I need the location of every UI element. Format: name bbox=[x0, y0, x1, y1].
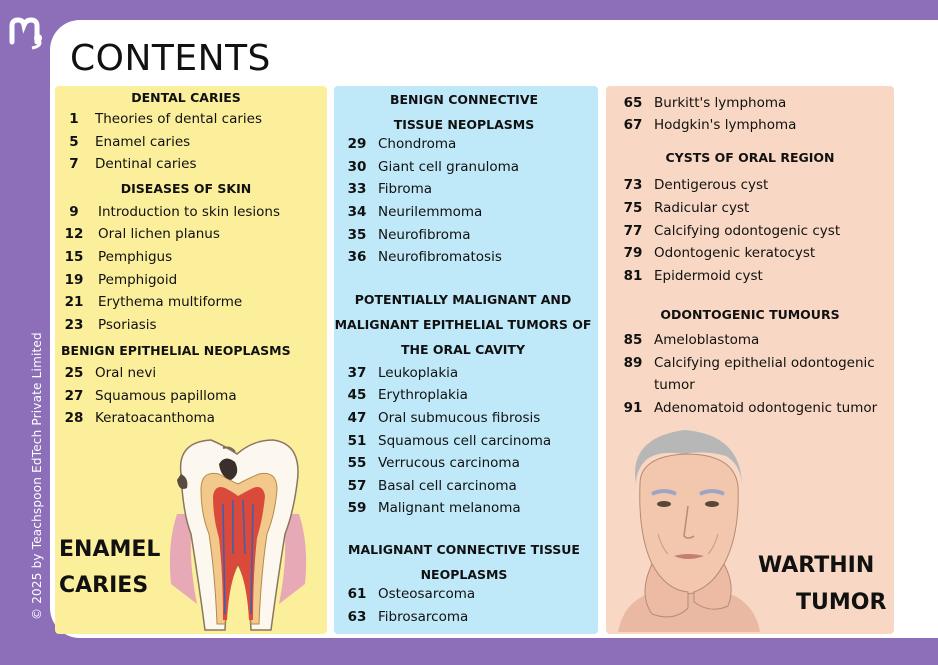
toc-entry[interactable] bbox=[342, 410, 540, 426]
warthin-tumor-face-illustration bbox=[614, 424, 764, 632]
page-number: 67 bbox=[623, 117, 643, 133]
toc-entry[interactable] bbox=[342, 136, 456, 152]
entry-title: Chondroma bbox=[378, 136, 457, 152]
entry-title: Squamous cell carcinoma bbox=[378, 433, 552, 449]
toc-entry[interactable] bbox=[59, 134, 190, 150]
toc-entry[interactable] bbox=[342, 365, 458, 381]
toc-entry[interactable] bbox=[59, 317, 157, 333]
entry-title: Squamous papilloma bbox=[95, 388, 237, 404]
entry-title: Adenomatoid odontogenic tumor bbox=[654, 400, 878, 416]
page-number: 65 bbox=[623, 95, 643, 111]
page-number: 47 bbox=[347, 410, 367, 426]
entry-title: Ameloblastoma bbox=[654, 332, 760, 348]
page-title: CONTENTS bbox=[70, 38, 271, 79]
section-heading-dental-caries: DENTAL CARIES bbox=[131, 90, 241, 105]
page-number: 81 bbox=[623, 268, 643, 284]
entry-title: Dentigerous cyst bbox=[654, 177, 769, 193]
page-number: 59 bbox=[347, 500, 367, 516]
toc-entry[interactable] bbox=[342, 609, 468, 625]
toc-entry[interactable] bbox=[342, 204, 482, 220]
entry-title: Keratoacanthoma bbox=[95, 410, 215, 426]
entry-title: Fibrosarcoma bbox=[378, 609, 469, 625]
section-heading-diseases-of-skin: DISEASES OF SKIN bbox=[120, 181, 252, 196]
toc-entry[interactable] bbox=[59, 249, 172, 265]
column-3 bbox=[606, 86, 894, 634]
page-number: 25 bbox=[64, 365, 84, 381]
toc-entry[interactable] bbox=[618, 200, 749, 216]
entry-title: Leukoplakia bbox=[378, 365, 459, 381]
entry-title: Theories of dental caries bbox=[95, 111, 262, 127]
toc-entry[interactable] bbox=[59, 204, 280, 220]
entry-title: Oral lichen planus bbox=[98, 226, 220, 242]
page-number: 29 bbox=[347, 136, 367, 152]
entry-title: Neurofibromatosis bbox=[378, 249, 502, 265]
page-number: 30 bbox=[347, 159, 367, 175]
toc-entry[interactable] bbox=[618, 95, 786, 111]
toc-entry[interactable] bbox=[618, 268, 763, 284]
entry-title: Epidermoid cyst bbox=[654, 268, 763, 284]
page-number: 89 bbox=[623, 355, 643, 371]
toc-entry[interactable] bbox=[59, 226, 220, 242]
page-number: 21 bbox=[64, 294, 84, 310]
page-number: 28 bbox=[64, 410, 84, 426]
column-2 bbox=[334, 86, 598, 634]
entry-title: Neurofibroma bbox=[378, 227, 471, 243]
toc-entry[interactable] bbox=[59, 365, 156, 381]
section-heading-potentially-malignant: POTENTIALLY MALIGNANT AND bbox=[354, 292, 572, 307]
toc-entry[interactable] bbox=[342, 586, 475, 602]
toc-entry[interactable] bbox=[342, 478, 517, 494]
entry-title: Oral nevi bbox=[95, 365, 157, 381]
page-number: 75 bbox=[623, 200, 643, 216]
toc-entry[interactable] bbox=[342, 500, 521, 516]
toc-entry[interactable] bbox=[342, 181, 432, 197]
page-number: 79 bbox=[623, 245, 643, 261]
page-number: 91 bbox=[623, 400, 643, 416]
toc-entry[interactable] bbox=[618, 177, 768, 193]
column-1 bbox=[55, 86, 327, 634]
page-number: 57 bbox=[347, 478, 367, 494]
page-number: 7 bbox=[69, 156, 79, 172]
entry-title: Pemphigus bbox=[98, 249, 173, 265]
page-number: 61 bbox=[347, 586, 367, 602]
toc-entry[interactable] bbox=[59, 111, 262, 127]
page-number: 23 bbox=[64, 317, 84, 333]
entry-title: Calcifying odontogenic cyst bbox=[654, 223, 841, 239]
toc-entry[interactable] bbox=[618, 400, 877, 416]
page-number: 35 bbox=[347, 227, 367, 243]
page-number: 19 bbox=[64, 272, 84, 288]
page-number: 77 bbox=[623, 223, 643, 239]
page-number: 1 bbox=[69, 111, 79, 127]
toc-entry[interactable] bbox=[59, 294, 242, 310]
toc-entry[interactable] bbox=[618, 223, 840, 239]
page-number: 36 bbox=[347, 249, 367, 265]
tooth-caries-illustration bbox=[163, 434, 313, 632]
toc-entry[interactable] bbox=[342, 159, 519, 175]
section-heading-cysts: CYSTS OF ORAL REGION bbox=[665, 150, 835, 165]
page-number: 55 bbox=[347, 455, 367, 471]
copyright-text: © 2025 by Teachspoon EdTech Private Limited bbox=[30, 332, 44, 620]
entry-title: Basal cell carcinoma bbox=[378, 478, 517, 494]
entry-title: Verrucous carcinoma bbox=[378, 455, 520, 471]
section-heading-potentially-malignant-3: THE ORAL CAVITY bbox=[400, 342, 526, 357]
toc-entry[interactable] bbox=[618, 117, 796, 133]
toc-entry[interactable] bbox=[59, 388, 237, 404]
warthin-tumor-label-line1: WARTHIN bbox=[758, 553, 875, 578]
entry-title: Calcifying epithelial odontogenic bbox=[654, 355, 875, 371]
toc-entry[interactable] bbox=[342, 455, 520, 471]
entry-title: Neurilemmoma bbox=[378, 204, 483, 220]
enamel-caries-label-line2: CARIES bbox=[59, 573, 149, 598]
toc-entry[interactable] bbox=[59, 272, 177, 288]
logo bbox=[8, 12, 46, 50]
toc-entry[interactable] bbox=[342, 227, 470, 243]
toc-entry[interactable] bbox=[342, 387, 468, 403]
entry-title: Erythroplakia bbox=[378, 387, 468, 403]
section-heading-benign-connective-2: TISSUE NEOPLASMS bbox=[393, 117, 535, 132]
page-number: 37 bbox=[347, 365, 367, 381]
entry-title: Fibroma bbox=[378, 181, 433, 197]
toc-entry[interactable] bbox=[59, 156, 197, 172]
entry-title: Erythema multiforme bbox=[98, 294, 243, 310]
page-number: 85 bbox=[623, 332, 643, 348]
entry-title-continuation: tumor bbox=[654, 377, 695, 393]
page-number: 5 bbox=[69, 134, 79, 150]
section-heading-potentially-malignant-2: MALIGNANT EPITHELIAL TUMORS OF bbox=[334, 317, 592, 332]
page-number: 27 bbox=[64, 388, 84, 404]
entry-title: Psoriasis bbox=[98, 317, 157, 333]
entry-title: Pemphigoid bbox=[98, 272, 178, 288]
page-number: 51 bbox=[347, 433, 367, 449]
entry-title: Giant cell granuloma bbox=[378, 159, 520, 175]
page-number: 63 bbox=[347, 609, 367, 625]
entry-title: Hodgkin's lymphoma bbox=[654, 117, 797, 133]
entry-title: Dentinal caries bbox=[95, 156, 197, 172]
page-number: 15 bbox=[64, 249, 84, 265]
entry-title: Malignant melanoma bbox=[378, 500, 521, 516]
page-number: 12 bbox=[64, 226, 84, 242]
toc-entry[interactable] bbox=[59, 410, 215, 426]
toc-entry[interactable] bbox=[342, 249, 502, 265]
page-number: 73 bbox=[623, 177, 643, 193]
page-number: 34 bbox=[347, 204, 367, 220]
entry-title: Introduction to skin lesions bbox=[98, 204, 281, 220]
section-heading-benign-connective: BENIGN CONNECTIVE bbox=[389, 92, 539, 107]
warthin-tumor-label-line2: TUMOR bbox=[796, 590, 887, 615]
entry-title: Radicular cyst bbox=[654, 200, 750, 216]
section-heading-benign-epithelial: BENIGN EPITHELIAL NEOPLASMS bbox=[61, 343, 291, 358]
toc-entry[interactable] bbox=[618, 355, 875, 371]
entry-title: Enamel caries bbox=[95, 134, 191, 150]
page-number: 33 bbox=[347, 181, 367, 197]
page-number: 9 bbox=[69, 204, 79, 220]
entry-title: Oral submucous fibrosis bbox=[378, 410, 541, 426]
section-heading-malignant-connective-2: NEOPLASMS bbox=[420, 567, 508, 582]
toc-entry[interactable] bbox=[618, 332, 759, 348]
section-heading-malignant-connective: MALIGNANT CONNECTIVE TISSUE bbox=[348, 542, 580, 557]
toc-entry[interactable] bbox=[618, 245, 815, 261]
section-heading-odontogenic-tumours: ODONTOGENIC TUMOURS bbox=[660, 307, 840, 322]
entry-title: Burkitt's lymphoma bbox=[654, 95, 787, 111]
page-number: 45 bbox=[347, 387, 367, 403]
enamel-caries-label-line1: ENAMEL bbox=[59, 537, 161, 562]
entry-title: Osteosarcoma bbox=[378, 586, 476, 602]
entry-title: Odontogenic keratocyst bbox=[654, 245, 816, 261]
toc-entry[interactable] bbox=[342, 433, 551, 449]
